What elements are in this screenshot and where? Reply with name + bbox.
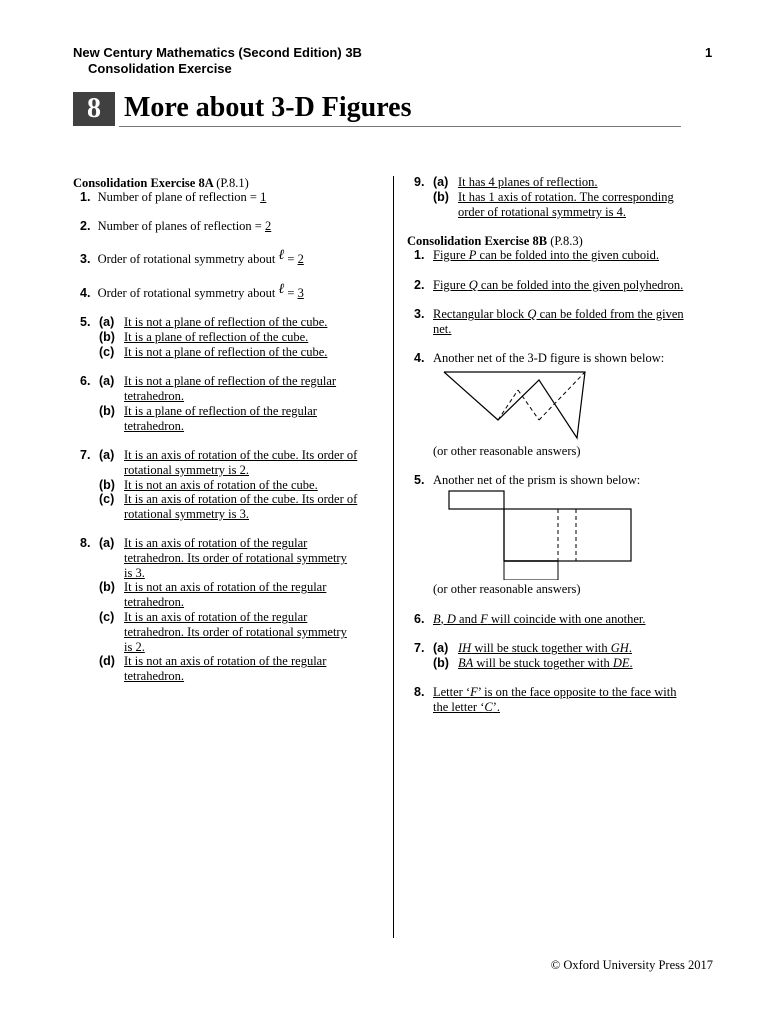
answer-b2 [433, 278, 683, 293]
answer-text: , [440, 612, 447, 626]
answer-8b-line2: tetrahedron. [124, 595, 185, 609]
answer-8c-line3: is 2. [124, 640, 145, 654]
question-number-8: 8. [80, 536, 91, 550]
answer-8c-line2: tetrahedron. Its order of rotational symmetry [124, 625, 347, 639]
answer-b7a [458, 641, 632, 656]
question-text: Order of rotational symmetry about [97, 286, 279, 300]
axis-symbol: ℓ [278, 248, 285, 263]
variable: Q [527, 307, 537, 321]
answer-7c-line2: rotational symmetry is 3. [124, 507, 249, 521]
answer-text: can be folded from the given [536, 307, 684, 321]
answer: 1 [260, 190, 267, 204]
net-diagram-5 [448, 490, 636, 580]
answer-5a: It is not a plane of reflection of the cube. [124, 315, 328, 329]
fold-line [539, 372, 585, 420]
answer-text: . [628, 641, 632, 655]
answer-8a-line3: is 3. [124, 566, 145, 580]
answer-text: the letter ‘ [433, 700, 485, 714]
answer-b1 [433, 248, 659, 263]
part-label: (a) [99, 448, 115, 462]
copyright-footer: © Oxford University Press 2017 [550, 958, 713, 972]
answer-9b-line1: It has 1 axis of rotation. The corresponding [458, 190, 674, 204]
part-label: (c) [99, 492, 115, 506]
answer-text: will be stuck together with [473, 656, 613, 670]
chapter-title: More about 3-D Figures [124, 92, 412, 123]
answer-9b-line2: order of rotational symmetry is 4. [458, 205, 627, 219]
net-face [504, 509, 631, 561]
section-title: Consolidation Exercise 8A [73, 176, 214, 190]
variable: BA [458, 656, 474, 670]
answer-5b: It is a plane of reflection of the cube. [124, 330, 309, 344]
net-diagram-4 [440, 368, 590, 440]
answer-6b-line1: It is a plane of reflection of the regular [124, 404, 317, 418]
answer-9a: It has 4 planes of reflection. [458, 175, 598, 189]
question-number-9: 9. [414, 175, 425, 189]
question-number-b3: 3. [414, 307, 425, 321]
answer-7b: It is not an axis of rotation of the cube. [124, 478, 318, 492]
variable: IH [458, 641, 472, 655]
part-label: (b) [99, 580, 115, 594]
variable: B [433, 612, 441, 626]
net-outline [444, 372, 585, 438]
section-heading-8a [73, 176, 249, 191]
answer-text: will be stuck together with [471, 641, 611, 655]
equals: = [284, 286, 298, 300]
answer-b3-line1 [433, 307, 684, 322]
answer-8d-line1: It is not an axis of rotation of the regular [124, 654, 327, 668]
answer-7a-line1: It is an axis of rotation of the cube. Its order of [124, 448, 358, 462]
section-title: Consolidation Exercise 8B [407, 234, 548, 248]
part-label: (a) [433, 641, 449, 655]
part-label: (d) [99, 654, 115, 668]
net-face [504, 561, 558, 580]
question-text: Number of plane of reflection = [97, 190, 261, 204]
part-label: (a) [99, 536, 115, 550]
variable: P [468, 248, 477, 262]
answer-8d-line2: tetrahedron. [124, 669, 185, 683]
question-number-5: 5. [80, 315, 91, 329]
part-label: (b) [99, 330, 115, 344]
question-2 [80, 219, 271, 234]
variable: DE [612, 656, 630, 670]
section-ref: (P.8.1) [216, 176, 249, 190]
note-b4: (or other reasonable answers) [433, 444, 581, 458]
question-number-7: 7. [80, 448, 91, 462]
part-label: (b) [99, 478, 115, 492]
axis-symbol: ℓ [278, 282, 285, 297]
chapter-number-badge: 8 [73, 92, 115, 126]
answer: 2 [264, 219, 272, 233]
answer-text: Figure [433, 248, 469, 262]
column-divider [393, 176, 394, 938]
question-number-6: 6. [80, 374, 91, 388]
answer-text: ’. [492, 700, 501, 714]
variable: F [480, 612, 488, 626]
question-4 [80, 282, 304, 301]
part-label: (a) [99, 315, 115, 329]
part-label: (a) [433, 175, 449, 189]
answer-text: will coincide with one another. [487, 612, 646, 626]
answer-b7b [458, 656, 633, 671]
answer-text: Letter ‘ [433, 685, 471, 699]
answer-text: ’ is on the face opposite to the face with [477, 685, 677, 699]
book-title: New Century Mathematics (Second Edition) 3B [73, 45, 362, 60]
question-text: Number of planes of reflection = [97, 219, 265, 233]
answer-7c-line1: It is an axis of rotation of the cube. Its order of [124, 492, 358, 506]
question-number-b7: 7. [414, 641, 425, 655]
question-number-b8: 8. [414, 685, 425, 699]
part-label: (b) [433, 656, 449, 670]
question-number: 2. [80, 219, 91, 233]
answer-b8-line2 [433, 700, 500, 715]
part-label: (c) [99, 345, 115, 359]
section-ref: (P.8.3) [550, 234, 583, 248]
answer-7a-line2: rotational symmetry is 2. [124, 463, 249, 477]
part-label: (b) [99, 404, 115, 418]
question-number-b2: 2. [414, 278, 425, 292]
chapter-rule [119, 126, 681, 127]
answer-b3-line2: net. [433, 322, 452, 336]
fold-line [498, 390, 518, 420]
answer-text: can be folded into the given polyhedron. [477, 278, 684, 292]
part-label: (b) [433, 190, 449, 204]
answer-8b-line1: It is not an axis of rotation of the regular [124, 580, 327, 594]
page-number: 1 [705, 45, 713, 60]
section-heading-8b [407, 234, 583, 249]
answer: 3 [297, 286, 304, 300]
variable: GH [610, 641, 629, 655]
variable: Q [468, 278, 478, 292]
variable: F [470, 685, 478, 699]
answer-text: and [455, 612, 481, 626]
answer-6b-line2: tetrahedron. [124, 419, 185, 433]
net-face [449, 491, 504, 509]
question-3 [80, 248, 304, 267]
book-subtitle: Consolidation Exercise [88, 61, 232, 76]
answer-text: Rectangular block [433, 307, 528, 321]
question-number-b1: 1. [414, 248, 425, 262]
question-number: 1. [80, 190, 91, 204]
answer-text: Figure [433, 278, 469, 292]
answer-text: . [629, 656, 633, 670]
equals: = [284, 252, 298, 266]
question-number-b6: 6. [414, 612, 425, 626]
answer-6a-line2: tetrahedron. [124, 389, 185, 403]
answer-6a-line1: It is not a plane of reflection of the regular [124, 374, 337, 388]
question-number-b5: 5. [414, 473, 425, 487]
question-text-b4: Another net of the 3-D figure is shown below: [433, 351, 665, 365]
answer-8a-line1: It is an axis of rotation of the regular [124, 536, 308, 550]
note-b5: (or other reasonable answers) [433, 582, 581, 596]
answer-8c-line1: It is an axis of rotation of the regular [124, 610, 308, 624]
answer: 2 [297, 252, 304, 266]
answer-b6 [433, 612, 645, 627]
question-number-b4: 4. [414, 351, 425, 365]
question-text: Order of rotational symmetry about [97, 252, 279, 266]
variable: D [446, 612, 456, 626]
question-number: 4. [80, 286, 91, 300]
answer-5c: It is not a plane of reflection of the cube. [124, 345, 328, 359]
question-text-b5: Another net of the prism is shown below: [433, 473, 641, 487]
question-1 [80, 190, 266, 205]
answer-text: can be folded into the given cuboid. [476, 248, 659, 262]
answer-8a-line2: tetrahedron. Its order of rotational symmetry [124, 551, 347, 565]
part-label: (a) [99, 374, 115, 388]
question-number: 3. [80, 252, 91, 266]
part-label: (c) [99, 610, 115, 624]
fold-line [518, 390, 539, 420]
variable: C [484, 700, 493, 714]
answer-b8-line1 [433, 685, 676, 700]
